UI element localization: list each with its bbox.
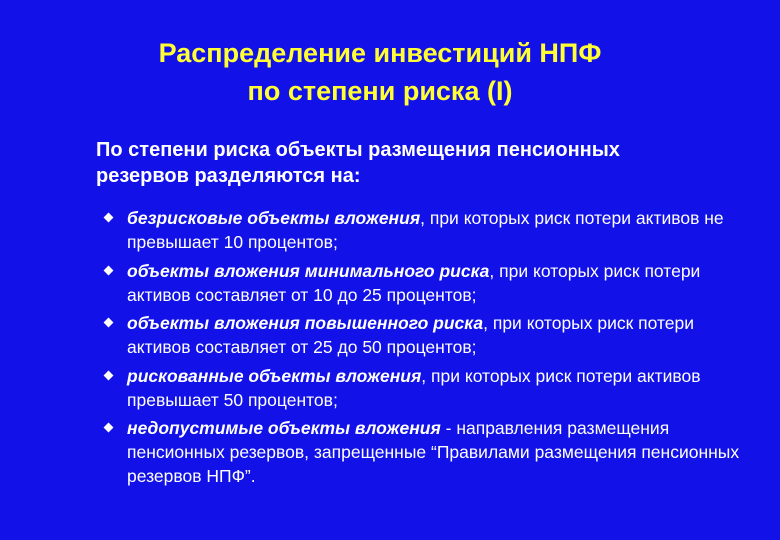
slide-title-line-2: по степени риска (I) (247, 76, 513, 106)
diamond-bullet-icon (104, 423, 114, 433)
category-description: , при которых риск потери активов составляет от 25 до 50 процентов; (127, 313, 695, 357)
list-item (103, 364, 743, 412)
category-term: рискованные объекты вложения (127, 365, 422, 386)
diamond-bullet-icon (104, 265, 114, 275)
slide-title (60, 34, 700, 110)
risk-category-list (103, 206, 743, 493)
category-description: , при которых риск потери активов составляет от 10 до 25 процентов; (127, 260, 701, 305)
diamond-bullet-icon (104, 370, 114, 380)
category-term: безрисковые объекты вложения (127, 208, 421, 228)
slide-title-line-1: Распределение инвестиций НПФ (158, 38, 602, 68)
list-item (103, 416, 743, 488)
list-item (103, 206, 743, 254)
list-item (103, 259, 743, 307)
category-description: , при которых риск потери активов превышает 50 процентов; (127, 365, 701, 410)
intro-line-1: По степени риска объекты размещения пенсионных (96, 139, 620, 161)
diamond-bullet-icon (104, 213, 114, 223)
diamond-bullet-icon (104, 318, 114, 328)
category-term: недопустимые объекты вложения (127, 418, 441, 438)
intro-text (96, 137, 756, 189)
intro-line-2: резервов разделяются на: (96, 165, 361, 187)
category-description: - направления размещения пенсионных резервов, запрещенные “Правилами размещения пенсионных резервов НПФ”. (127, 418, 740, 486)
category-term: объекты вложения повышенного риска (127, 313, 484, 333)
category-term: объекты вложения минимального риска (127, 260, 490, 281)
list-item (103, 311, 743, 359)
category-description: , при которых риск потери активов не превышает 10 процентов; (127, 208, 724, 252)
